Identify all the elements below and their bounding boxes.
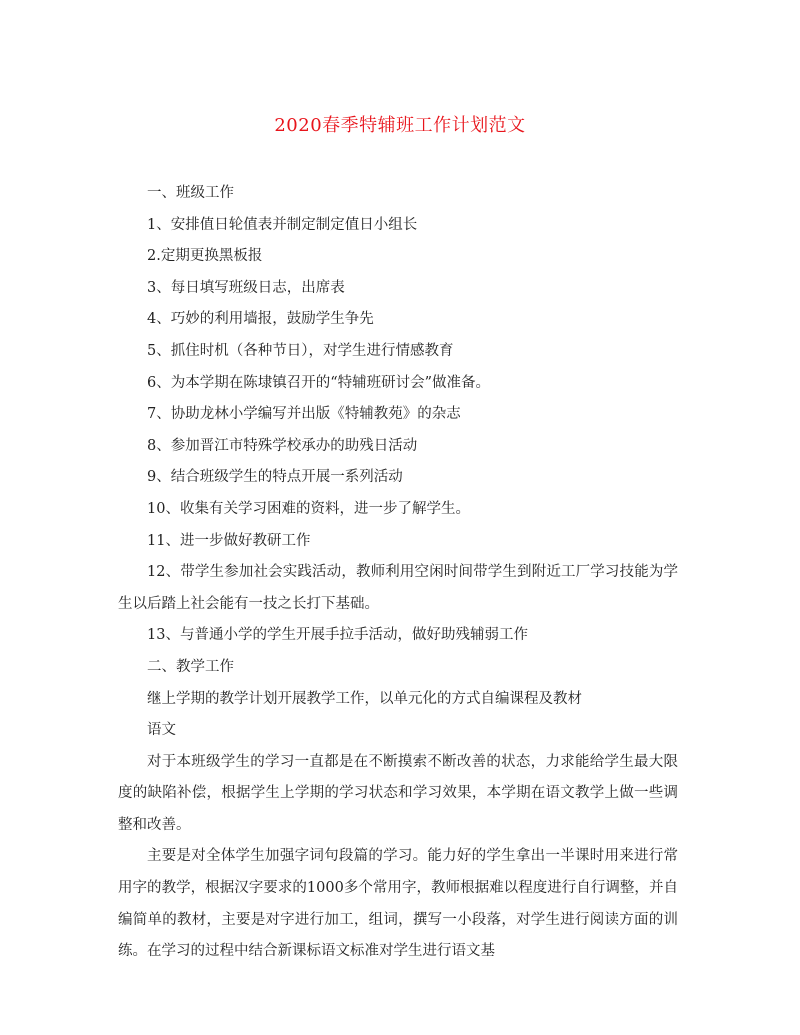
paragraph: 继上学期的教学计划开展教学工作，以单元化的方式自编课程及教材 <box>147 690 582 707</box>
section-heading-class-work: 一、班级工作 <box>147 185 234 201</box>
section-heading-teaching-work: 二、教学工作 <box>147 658 234 675</box>
list-item: 11、进一步做好教研工作 <box>147 532 311 549</box>
list-item-paragraph: 12、带学生参加社会实践活动，教师利用空闲时间带学生到附近工厂学习技能为学生以后踏上社会能有一技之长打下基础。 <box>118 564 678 612</box>
list-item: 2.定期更换黑板报 <box>147 248 263 265</box>
list-item: 13、与普通小学的学生开展手拉手活动，做好助残辅弱工作 <box>147 627 528 644</box>
document-title: 2020春季特辅班工作计划范文 <box>274 115 526 136</box>
paragraph: 对于本班级学生的学习一直都是在不断摸索不断改善的状态，力求能给学生最大限度的缺陷补偿，根据学生上学期的学习状态和学习效果，本学期在语文教学上做一些调整和改善。 <box>118 753 678 833</box>
list-item: 6、为本学期在陈埭镇召开的“特辅班研讨会”做准备。 <box>147 374 491 391</box>
list-item: 5、抓住时机（各种节日），对学生进行情感教育 <box>147 342 454 359</box>
list-item: 3、每日填写班级日志，出席表 <box>147 279 345 296</box>
list-item: 9、结合班级学生的特点开展一系列活动 <box>147 469 403 486</box>
list-item: 4、巧妙的利用墙报，鼓励学生争先 <box>147 311 374 328</box>
list-item: 1、安排值日轮值表并制定制定值日小组长 <box>147 216 418 233</box>
list-item: 8、参加晋江市特殊学校承办的助残日活动 <box>147 437 418 454</box>
paragraph: 主要是对全体学生加强字词句段篇的学习。能力好的学生拿出一半课时用来进行常用字的教学，根据汉字要求的1000多个常用字，教师根据难以程度进行自行调整，并自编简单的教材，主要是对字进行加工，组词，撰写一小段落，对学生进行阅读方面的训练。在学习的过程中结合新课标语文标准对学生进行语文基 <box>118 848 678 960</box>
document-body <box>118 178 678 968</box>
list-item: 10、收集有关学习困难的资料，进一步了解学生。 <box>147 500 470 517</box>
list-item: 7、协助龙林小学编写并出版《特辅教苑》的杂志 <box>147 406 461 423</box>
subheading-chinese: 语文 <box>147 722 176 739</box>
